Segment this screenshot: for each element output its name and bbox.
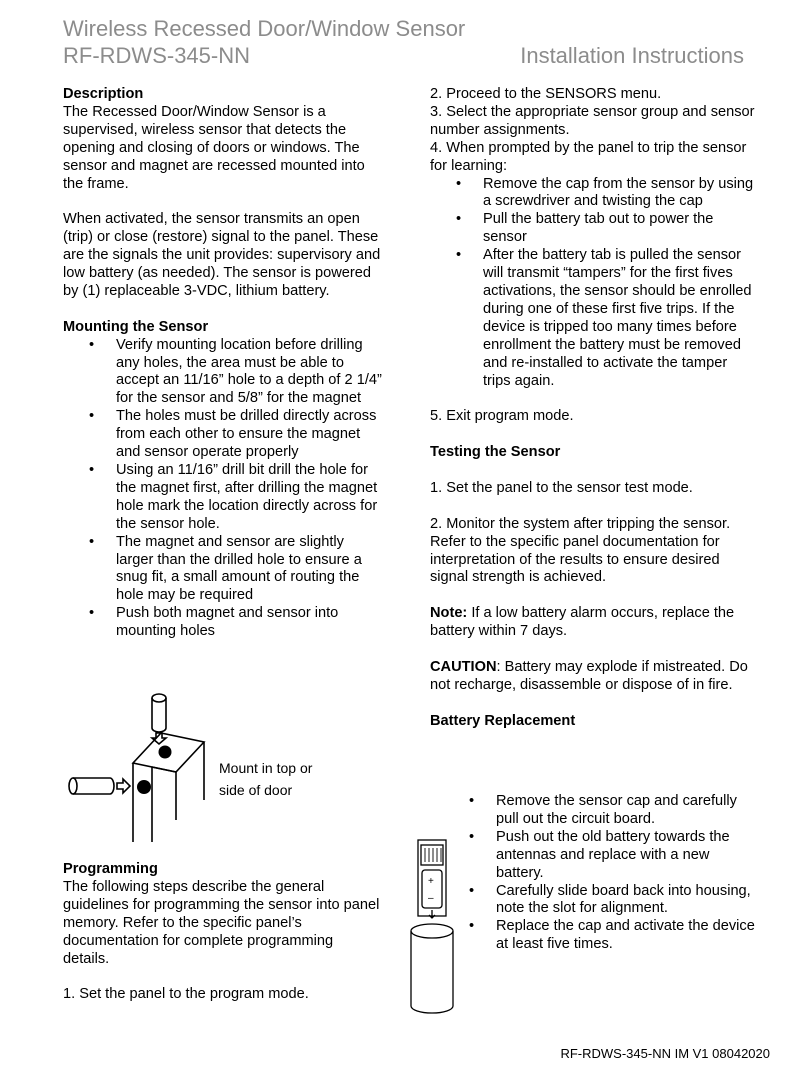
- description-para-1: The Recessed Door/Window Sensor is a supervised, wireless sensor that detects the opening and closing of doors or windows. The sensor and magnet are recessed mounted into the frame.: [63, 103, 365, 192]
- footer-doc-id: RF-RDWS-345-NN IM V1 08042020: [560, 1046, 770, 1061]
- list-item: • Remove the sensor cap and carefully pull out the circuit board.: [496, 793, 756, 829]
- programming-heading: Programming: [63, 861, 158, 877]
- caution-label: CAUTION: [430, 658, 497, 675]
- caution-text: : Battery may explode if mistreated. Do not recharge, disassemble or dispose of in fire.: [430, 658, 748, 693]
- housing-body: [411, 931, 453, 1013]
- list-item: • Push both magnet and sensor into mounting holes: [116, 605, 383, 641]
- figure-label-1: Mount in top or: [219, 760, 313, 776]
- programming-step-4: 4. When prompted by the panel to trip the sensor for learning:: [430, 139, 747, 174]
- note-text: If a low battery alarm occurs, replace the battery within 7 days.: [430, 605, 735, 640]
- programming-step-5: 5. Exit program mode.: [430, 408, 574, 425]
- note-label: Note:: [430, 605, 468, 622]
- testing-step-2: 2. Monitor the system after tripping the sensor. Refer to the specific panel documentation for interpretation of the results to ensure desired signal strength is achieved.: [430, 515, 731, 586]
- description-para-2: When activated, the sensor transmits an open (trip) or close (restore) signal to the panel. These are the signals the unit provides: supervisory and low battery (as needed). The sensor is powered by (1) replaceable 3-VDC, lithium battery.: [63, 211, 381, 299]
- list-item: • Verify mounting location before drilling any holes, the area must be able to accept an 11/16” hole to a depth of 2 1/4” for the sensor and 5/8” for the magnet: [116, 337, 383, 409]
- document-title: Wireless Recessed Door/Window Sensor: [63, 16, 466, 41]
- description-heading: Description: [63, 86, 144, 102]
- battery-minus: –: [428, 893, 434, 904]
- figure-label-2: side of door: [219, 782, 293, 798]
- document-type: Installation Instructions: [520, 43, 744, 68]
- programming-step-3: 3. Select the appropriate sensor group and sensor number assignments.: [430, 103, 755, 138]
- list-item: • Remove the cap from the sensor by using a screwdriver and twisting the cap: [483, 176, 755, 212]
- list-item: • Carefully slide board back into housing, note the slot for alignment.: [496, 883, 756, 919]
- programming-step-2: 2. Proceed to the SENSORS menu.: [430, 86, 662, 102]
- battery-heading: Battery Replacement: [430, 712, 576, 729]
- list-item: • Push out the old battery towards the antennas and replace with a new battery.: [496, 829, 756, 883]
- programming-step-1: 1. Set the panel to the program mode.: [63, 986, 309, 1003]
- testing-heading: Testing the Sensor: [430, 444, 561, 461]
- list-item: • Replace the cap and activate the device at least five times.: [496, 918, 756, 954]
- programming-intro: The following steps describe the general guidelines for programming the sensor into panel memory. Refer to the specific panel’s documentation for complete programming details.: [63, 878, 380, 967]
- list-item: • Pull the battery tab out to power the sensor: [483, 211, 755, 247]
- list-item: • The holes must be drilled directly across from each other to ensure the magnet and sensor operate properly: [116, 408, 383, 462]
- antenna-coils: [425, 848, 441, 862]
- antenna-block: [421, 845, 443, 865]
- list-item: • After the battery tab is pulled the sensor will transmit “tampers” for the first fives activations, the sensor should be enrolled during one of these first five trips. If the device is tripped too many times before enrollment the battery must be removed and re-installed to activate the tamper trips again.: [483, 247, 755, 390]
- list-item: • Using an 11/16” drill bit drill the hole for the magnet first, after drilling the magnet hole mark the location directly across for the sensor hole.: [116, 462, 383, 534]
- list-item: • The magnet and sensor are slightly larger than the drilled hole to ensure a snug fit, a small amount of routing the hole may be required: [116, 534, 383, 606]
- battery-plus: +: [428, 876, 434, 887]
- testing-step-1: 1. Set the panel to the sensor test mode.: [430, 479, 693, 496]
- housing-cap: [411, 924, 453, 938]
- model-number: RF-RDWS-345-NN: [63, 43, 250, 68]
- mounting-heading: Mounting the Sensor: [63, 318, 209, 335]
- down-arrow-small-icon: [429, 910, 435, 918]
